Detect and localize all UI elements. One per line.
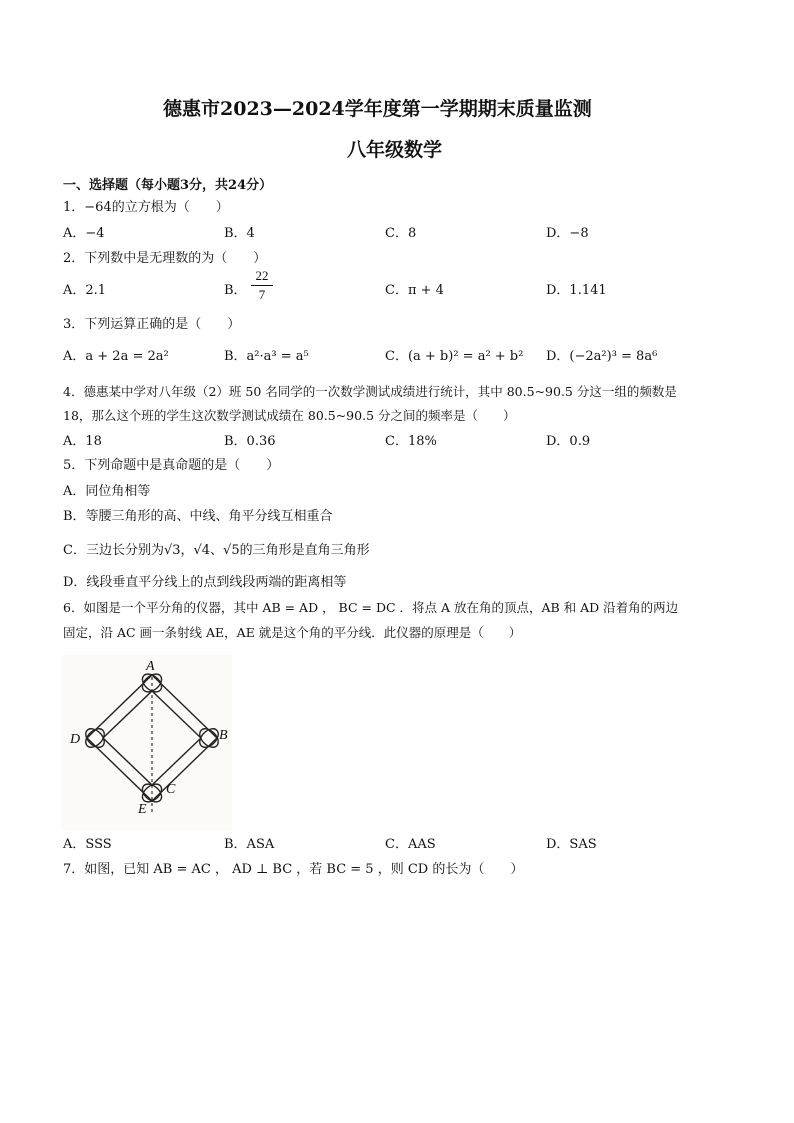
question-6-option-a: A．SSS — [63, 837, 112, 852]
question-6-line-1: 6．如图是一个平分角的仪器，其中 AB = AD ， BC = DC ．将点 A 放在角的顶点，AB 和 AD 沿着角的两边 — [63, 600, 679, 615]
page-subtitle: 八年级数学 — [347, 139, 443, 161]
question-2-option-b-label: B． — [224, 283, 247, 298]
figure-label-e: E — [138, 802, 147, 817]
question-6-option-d: D．SAS — [546, 837, 597, 852]
question-5-option-d: D．线段垂直平分线上的点到线段两端的距离相等 — [63, 575, 347, 590]
question-4-option-a: A．18 — [63, 434, 102, 449]
question-1-option-b: B．4 — [224, 226, 255, 241]
question-4-line-1: 4．德惠某中学对八年级（2）班 50 名同学的一次数学测试成绩进行统计，其中 80.5~90.5 分这一组的频数是 — [63, 384, 677, 399]
question-3-option-d: D．(−2a²)³ = 8a⁶ — [546, 349, 658, 364]
question-5-option-c: C．三边长分别为√3，√4、√5的三角形是直角三角形 — [63, 543, 370, 558]
question-4-option-d: D．0.9 — [546, 434, 591, 449]
question-7-stem: 7．如图，已知 AB = AC ， AD ⊥ BC ，若 BC = 5 ，则 CD 的长为（ ） — [63, 862, 524, 877]
angle-bisector-instrument-figure — [62, 655, 232, 830]
question-2-option-c: C．π + 4 — [385, 283, 444, 298]
question-5-option-a: A．同位角相等 — [63, 484, 151, 499]
question-3-option-a: A．a + 2a = 2a² — [63, 349, 169, 364]
figure-label-a: A — [146, 659, 155, 674]
page-title: 德惠市2023—2024学年度第一学期期末质量监测 — [163, 98, 592, 120]
question-6-option-c: C．AAS — [385, 837, 436, 852]
question-6-option-b: B．ASA — [224, 837, 275, 852]
section-heading: 一、选择题（每小题3分，共24分） — [63, 178, 273, 193]
figure-label-d: D — [70, 732, 81, 747]
figure-label-c: C — [166, 782, 176, 797]
question-1-stem: 1．−64的立方根为（ ） — [63, 200, 229, 215]
question-5-option-b: B．等腰三角形的高、中线、角平分线互相重合 — [63, 509, 333, 524]
question-2-option-d: D．1.141 — [546, 283, 607, 298]
question-3-option-b: B．a²·a³ = a⁵ — [224, 349, 309, 364]
question-4-option-b: B．0.36 — [224, 434, 276, 449]
fraction-bar — [251, 285, 273, 286]
question-3-option-c: C．(a + b)² = a² + b² — [385, 349, 524, 364]
question-4-option-c: C．18% — [385, 434, 437, 449]
fraction-denominator: 7 — [258, 287, 266, 302]
question-3-stem: 3．下列运算正确的是（ ） — [63, 317, 241, 332]
question-6-line-2: 固定，沿 AC 画一条射线 AE，AE 就是这个角的平分线．此仪器的原理是（ ） — [63, 625, 522, 640]
question-1-option-d: D．−8 — [546, 226, 589, 241]
figure-label-b: B — [219, 728, 228, 743]
question-2-option-b-fraction — [251, 268, 273, 303]
question-5-stem: 5．下列命题中是真命题的是（ ） — [63, 458, 280, 473]
fraction-numerator: 22 — [255, 268, 269, 283]
question-1-option-c: C．8 — [385, 226, 417, 241]
question-2-stem: 2．下列数中是无理数的为（ ） — [63, 251, 267, 266]
question-1-option-a: A．−4 — [63, 226, 105, 241]
question-4-line-2: 18，那么这个班的学生这次数学测试成绩在 80.5~90.5 分之间的频率是（ ） — [63, 408, 516, 423]
question-2-option-a: A．2.1 — [63, 283, 107, 298]
